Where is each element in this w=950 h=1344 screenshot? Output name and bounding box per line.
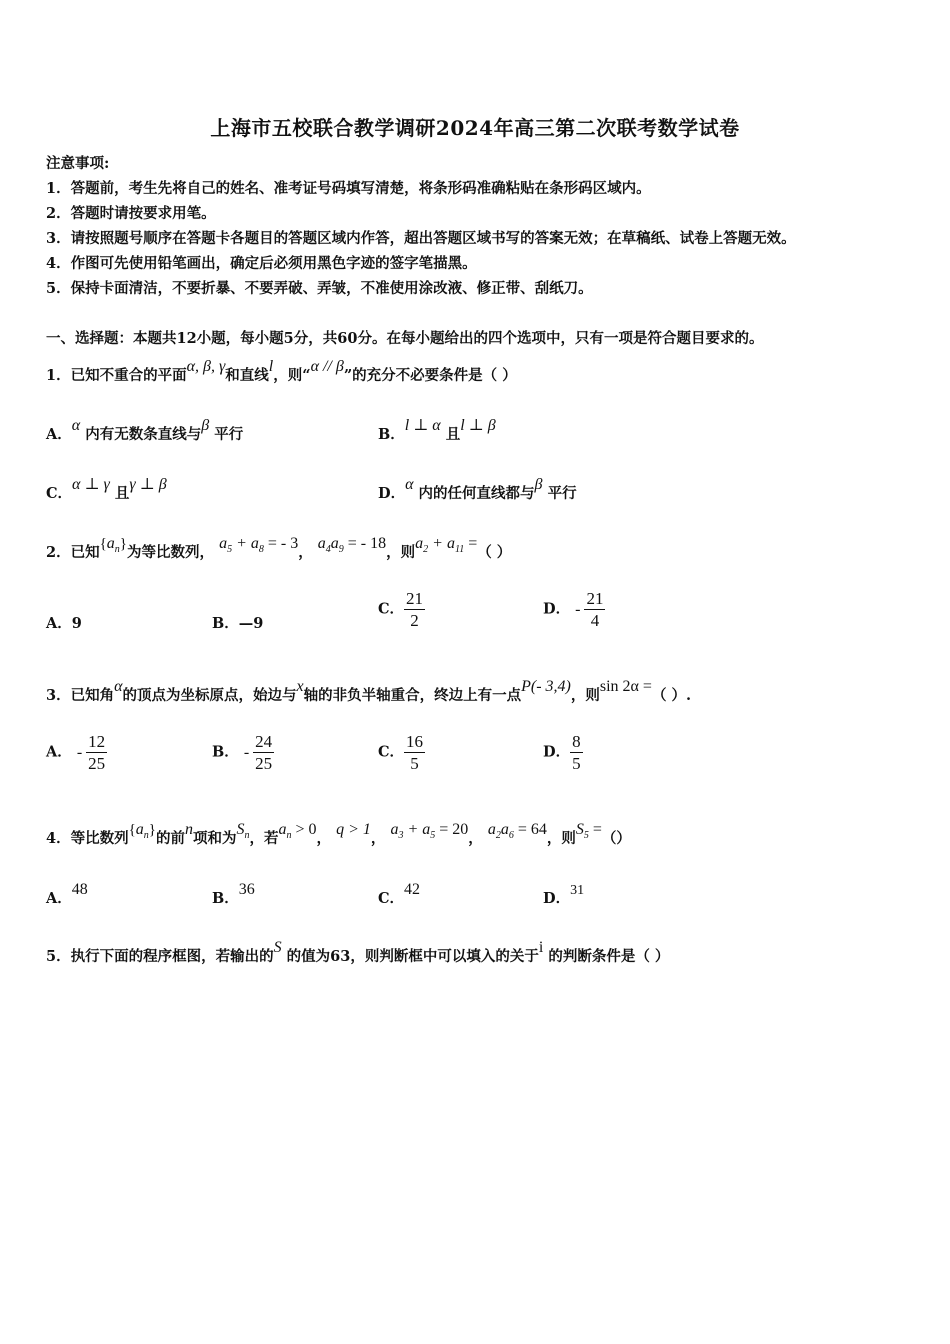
q2-option-a[interactable]: A．9 xyxy=(46,615,82,632)
math-sin: sin 2α = xyxy=(599,678,652,695)
question-2-stem: 2．已知$\{a_n\}$为等比数列， $a_5 + a_8$ = - 3， $a_4a_9$ = - 18，则$a_2 + a_{11}$ =（ ） xyxy=(46,535,512,561)
question-4-stem: 4．等比数列$\{a_n\}$的前n项和为$S_n$，若$a_n > 0$， q > 1， $a_3 + a_5 = 20$， $a_2a_6 = 64$，则$S_5$ =（） xyxy=(46,821,631,847)
q1-option-a[interactable]: A．α 内有无数条直线与β 平行 xyxy=(46,417,244,443)
math-target: $a_2 + a_{11}$ = xyxy=(415,535,478,556)
notice-item-3: 3．请按照题号顺序在答题卡各题目的答题区域内作答，超出答题区域书写的答案无效；在草稿纸、试卷上答题无效。 xyxy=(46,230,796,247)
fraction: $\frac{21}{4}$ xyxy=(586,589,604,630)
q4-option-a[interactable]: A．48 xyxy=(46,881,88,907)
q3-option-a[interactable]: A． - $\frac{12}{25}$ xyxy=(46,732,106,773)
section-heading: 一、选择题：本题共12小题，每小题5分，共60分。在每小题给出的四个选项中，只有一项是符合题目要求的。 xyxy=(46,330,764,347)
notice-item-4: 4．作图可先使用铅笔画出，确定后必须用黑色字迹的签字笔描黑。 xyxy=(46,255,477,272)
math-planes: α, β, γ xyxy=(186,358,226,375)
question-5-stem: 5．执行下面的程序框图，若输出的S 的值为63，则判断框中可以填入的关于i 的判断条件是（ ） xyxy=(46,939,670,965)
math-parallel: α // β xyxy=(310,358,344,375)
fraction: $\frac{8}{5}$ xyxy=(572,732,581,773)
page-title: 上海市五校联合教学调研2024年高三第二次联考数学试卷 xyxy=(210,116,740,140)
fraction: $\frac{16}{5}$ xyxy=(406,732,424,773)
q4-option-b[interactable]: B．36 xyxy=(212,881,255,907)
math-condition-1: $a_5 + a_8$ = - 3 xyxy=(219,535,299,556)
q2-option-c[interactable]: C． $\frac{21}{2}$ xyxy=(378,589,424,630)
q3-option-d[interactable]: D． $\frac{8}{5}$ xyxy=(543,732,581,773)
q1-option-d[interactable]: D．α 内的任何直线都与β 平行 xyxy=(378,476,577,502)
fraction: $\frac{24}{25}$ xyxy=(255,732,273,773)
q1-option-b[interactable]: B．l ⊥ α 且l ⊥ β xyxy=(378,417,496,443)
math-line-l: l xyxy=(268,358,274,375)
math-sequence: $a_n$ xyxy=(106,535,120,556)
fraction: $\frac{12}{25}$ xyxy=(88,732,106,773)
q4-option-c[interactable]: C．42 xyxy=(378,881,421,907)
question-3-stem: 3．已知角α的顶点为坐标原点，始边与x轴的非负半轴重合，终边上有一点P(- 3,4)，则sin 2α =（ ）. xyxy=(46,678,692,704)
q3-option-b[interactable]: B． - $\frac{24}{25}$ xyxy=(212,732,273,773)
notice-heading: 注意事项: xyxy=(46,155,110,172)
math-point: P(- 3,4) xyxy=(521,678,571,695)
q3-option-c[interactable]: C． $\frac{16}{5}$ xyxy=(378,732,424,773)
notice-item-5: 5．保持卡面清洁，不要折暴、不要弄破、弄皱，不准使用涂改液、修正带、刮纸刀。 xyxy=(46,280,593,297)
math-condition-2: $a_4a_9$ = - 18 xyxy=(317,535,387,556)
notice-item-1: 1．答题前，考生先将自己的姓名、准考证号码填写清楚，将条形码准确粘贴在条形码区域内。 xyxy=(46,180,651,197)
fraction: $\frac{21}{2}$ xyxy=(406,589,424,630)
notice-item-2: 2．答题时请按要求用笔。 xyxy=(46,205,216,222)
q2-option-b[interactable]: B．—9 xyxy=(212,615,264,632)
q4-option-d[interactable]: D．31 xyxy=(543,883,585,907)
q2-option-d[interactable]: D． - $\frac{21}{4}$ xyxy=(543,589,604,630)
question-1-stem: 1．已知不重合的平面α, β, γ和直线l，则“α // β”的充分不必要条件是（ ） xyxy=(46,358,517,384)
q1-option-c[interactable]: C．α ⊥ γ 且γ ⊥ β xyxy=(46,476,167,502)
